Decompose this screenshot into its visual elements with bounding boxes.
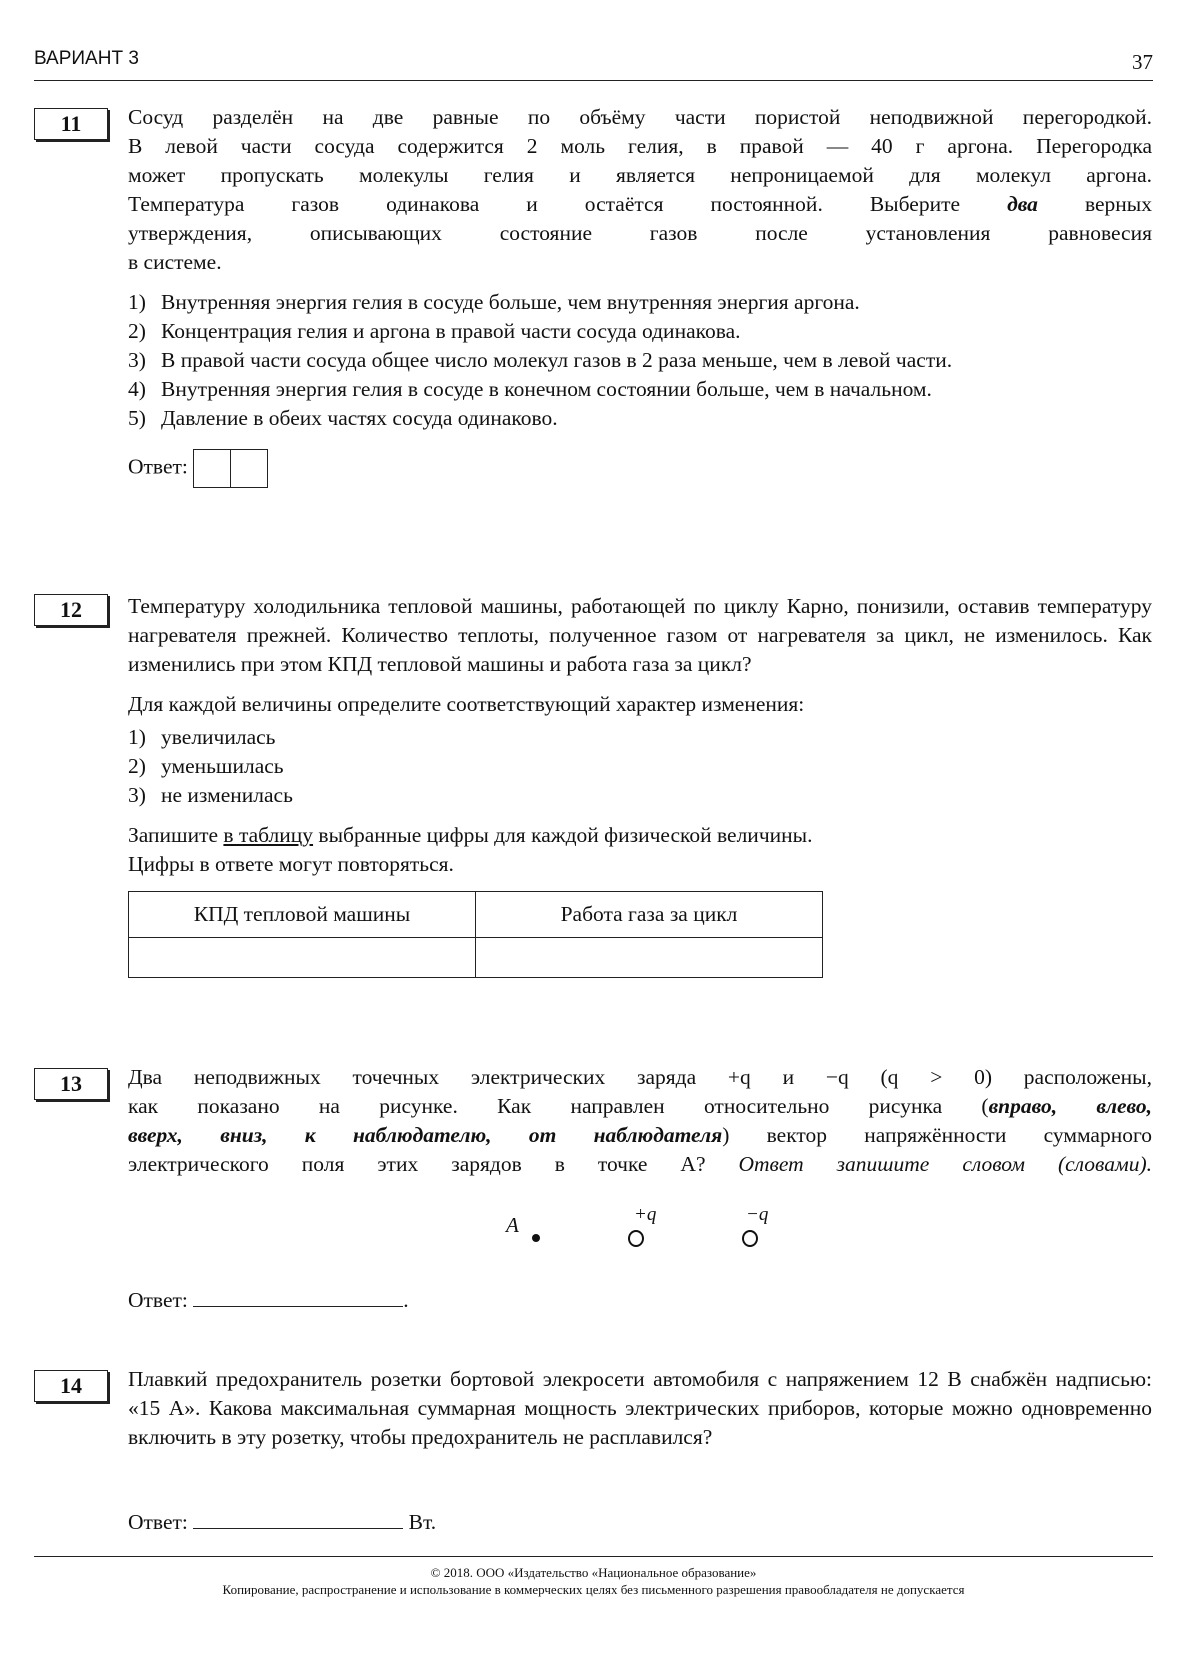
question-number-12: 12 <box>34 594 108 626</box>
variant-label: ВАРИАНТ 3 <box>34 48 139 69</box>
q12-instruction: Для каждой величины определите соответствующий характер изменения: <box>128 692 805 716</box>
q13-line: электрического поля этих зарядов в точке A? Ответ запишите словом (словами). <box>128 1152 1152 1176</box>
option-text: Внутренняя энергия гелия в сосуде в конечном состоянии больше, чем в начальном. <box>161 377 932 401</box>
q13-line: Два неподвижных точечных электрических заряда +q и −q (q > 0) расположены, <box>128 1065 1152 1089</box>
q12-text: Температуру холодильника тепловой машины, работающей по циклу Карно, понизили, оставив температуру нагревателя прежней. Количество теплоты, полученное газом от нагревателя за цикл, не изменилось. Как изменились при этом КПД тепловой машины и работа газа за цикл? <box>128 594 1152 676</box>
plus-charge-circle <box>628 1230 644 1247</box>
question-number-13: 13 <box>34 1068 108 1100</box>
option-1 <box>128 288 1152 317</box>
option-number: 5) <box>128 406 146 430</box>
q11-line: В левой части сосуда содержится 2 моль гелия, в правой — 40 г аргона. Перегородка <box>128 134 1152 158</box>
option-number: 1) <box>128 290 146 314</box>
question-13 <box>128 1063 1152 1179</box>
q13-line: как показано на рисунке. Как направлен относительно рисунка (вправо, влево, <box>128 1094 1153 1118</box>
option-3 <box>128 346 1152 375</box>
unit-label: Вт. <box>408 1510 437 1534</box>
plus-charge-label: +q <box>634 1204 657 1225</box>
option-text: Давление в обеих частях сосуда одинаково. <box>161 406 558 430</box>
q12-write: Запишите в таблицу выбранные цифры для каждой физической величины. <box>128 823 813 847</box>
answer-box-2[interactable] <box>230 449 268 488</box>
option-number: 2) <box>128 754 146 778</box>
option-number: 4) <box>128 377 146 401</box>
q13-answer-row: Ответ: . <box>128 1284 409 1313</box>
option-number: 3) <box>128 783 146 807</box>
option-text: увеличилась <box>161 725 276 749</box>
answer-row <box>128 449 1152 488</box>
copyright: © 2018. ООО «Издательство «Национальное образование» <box>430 1565 757 1580</box>
option-text: уменьшилась <box>161 754 284 778</box>
option-text: В правой части сосуда общее число молекул газов в 2 раза меньше, чем в левой части. <box>161 348 953 372</box>
option-text: не изменилась <box>161 783 293 807</box>
table-header: Работа газа за цикл <box>476 892 823 938</box>
option-number: 3) <box>128 348 146 372</box>
option-text: Внутренняя энергия гелия в сосуде больше, чем внутренняя энергия аргона. <box>161 290 860 314</box>
option-number: 2) <box>128 319 146 343</box>
page-number: 37 <box>1132 50 1153 74</box>
q11-line: может пропускать молекулы гелия и является непроницаемой для молекул аргона. <box>128 163 1152 187</box>
q11-line: Сосуд разделён на две равные по объёму части пористой неподвижной перегородкой. <box>128 105 1152 129</box>
answer-label: Ответ: <box>128 454 188 479</box>
point-a-label: A <box>506 1213 519 1237</box>
q14-answer-row <box>128 1506 436 1535</box>
minus-charge-circle <box>742 1230 758 1247</box>
point-a-dot <box>532 1234 540 1242</box>
q11-line: в системе. <box>128 250 222 274</box>
answer-blank[interactable] <box>193 1506 403 1529</box>
option-2 <box>128 752 1152 781</box>
q12-repeat: Цифры в ответе могут повторяться. <box>128 852 454 876</box>
answer-box-1[interactable] <box>193 449 231 488</box>
question-11 <box>128 103 1152 488</box>
question-number-14: 14 <box>34 1370 108 1402</box>
header-divider <box>34 80 1153 81</box>
copyright-notice: Копирование, распространение и использование в коммерческих целях без письменного разрешения правообладателя не допускается <box>222 1582 965 1597</box>
answer-cell-1[interactable] <box>129 938 476 978</box>
option-text: Концентрация гелия и аргона в правой части сосуда одинакова. <box>161 319 741 343</box>
option-3 <box>128 781 1152 810</box>
option-5 <box>128 404 1152 433</box>
answer-table <box>128 891 823 978</box>
question-12 <box>128 592 1152 978</box>
option-1 <box>128 723 1152 752</box>
option-number: 1) <box>128 725 146 749</box>
option-2 <box>128 317 1152 346</box>
answer-cell-2[interactable] <box>476 938 823 978</box>
answer-label: Ответ: <box>128 1288 188 1312</box>
q11-line: Температура газов одинакова и остаётся постоянной. Выберите два верных <box>128 192 1152 216</box>
question-number-11: 11 <box>34 108 108 140</box>
answer-label: Ответ: <box>128 1510 188 1534</box>
question-14: Плавкий предохранитель розетки бортовой элекросети автомобиля с напряжением 12 В снабжён надписью: «15 А». Какова максимальная суммарная мощность электрических приборов, которые можно одновременно включить в эту розетку, чтобы предохранитель не расплавился? <box>128 1367 1152 1449</box>
option-4 <box>128 375 1152 404</box>
q13-line: вверх, вниз, к наблюдателю, от наблюдателя) вектор напряжённости суммарного <box>128 1123 1152 1147</box>
q11-line: утверждения, описывающих состояние газов после установления равновесия <box>128 221 1152 245</box>
minus-charge-label: −q <box>746 1204 769 1225</box>
table-header: КПД тепловой машины <box>129 892 476 938</box>
footer-divider <box>34 1556 1153 1557</box>
answer-blank[interactable] <box>193 1284 403 1307</box>
